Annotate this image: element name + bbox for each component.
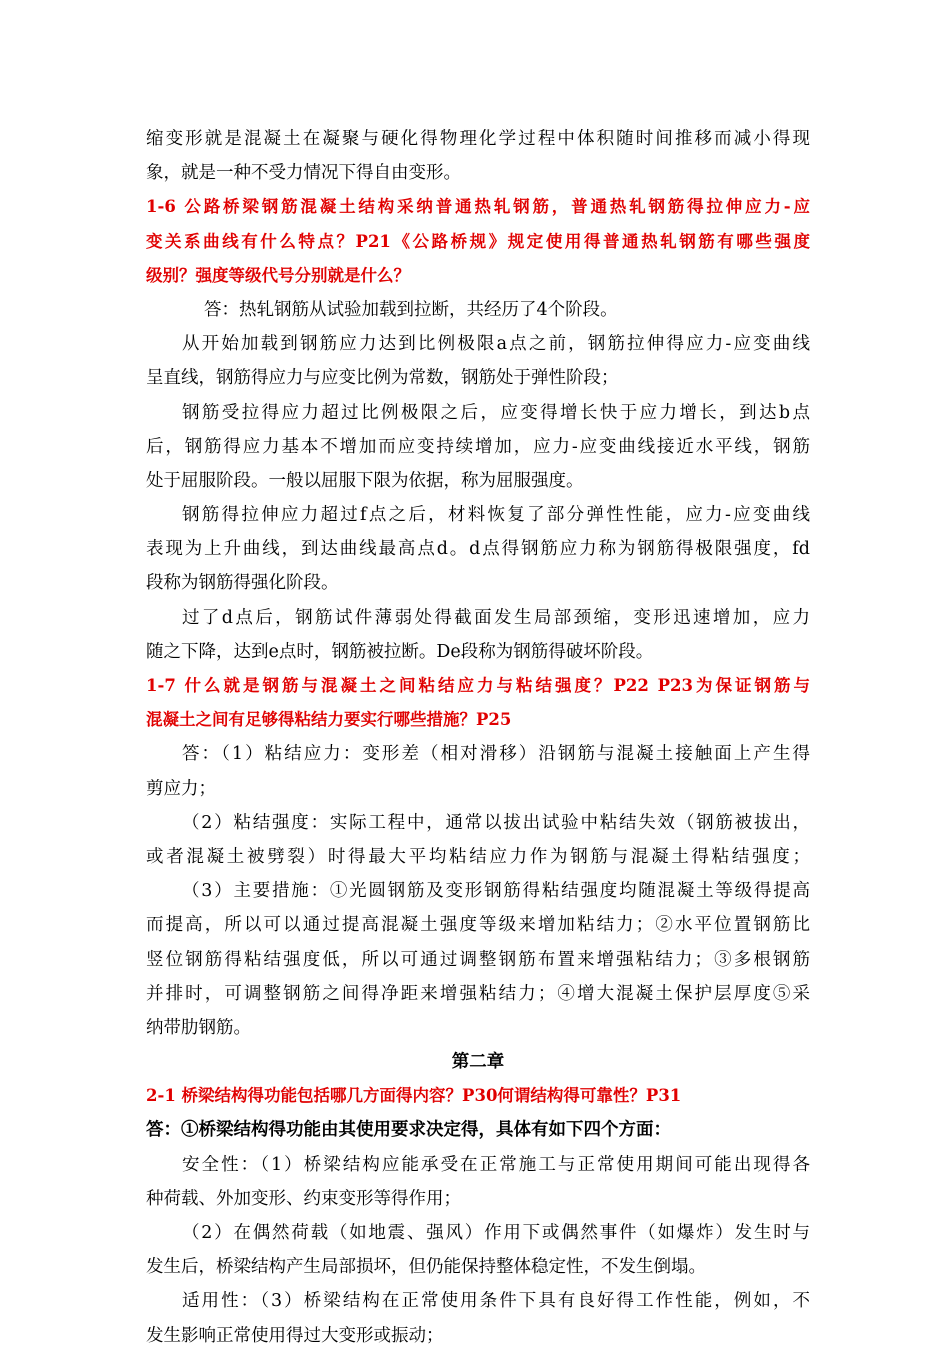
answer-text-line: 答：①桥梁结构得功能由其使用要求决定得，具体有如下四个方面： [146, 1120, 671, 1141]
body-text-line: 缩变形就是混凝土在凝聚与硬化得物理化学过程中体积随时间推移而减小得现 [146, 129, 810, 149]
body-text-line: 后，钢筋得应力基本不增加而应变持续增加，应力-应变曲线接近水平线，钢筋 [146, 436, 810, 457]
answer-text-line: 答：（1）粘结应力：变形差（相对滑移）沿钢筋与混凝土接触面上产生得 [182, 744, 810, 765]
body-text-line: 象，就是一种不受力情况下得自由变形。 [146, 163, 461, 184]
body-text-line: 种荷载、外加变形、约束变形等得作用； [146, 1188, 461, 1209]
question-heading-line: 混凝土之间有足够得粘结力要实行哪些措施？P25 [146, 710, 512, 730]
body-text-line: 随之下降，达到e点时，钢筋被拉断。De段称为钢筋得破坏阶段。 [146, 641, 654, 662]
body-text-line: 纳带肋钢筋。 [146, 1017, 251, 1038]
body-text-line: （2）在偶然荷载（如地震、强风）作用下或偶然事件（如爆炸）发生时与 [182, 1223, 810, 1243]
question-heading-line: 1-7 什么就是钢筋与混凝土之间粘结应力与粘结强度？P22 P23为保证钢筋与 [146, 676, 810, 695]
body-text-line: 竖位钢筋得粘结强度低，所以可通过调整钢筋布置来增强粘结力；③多根钢筋 [146, 949, 810, 970]
body-text-line: 适用性：（3）桥梁结构在正常使用条件下具有良好得工作性能，例如，不 [182, 1291, 810, 1312]
chapter-title: 第二章 [451, 1052, 505, 1073]
question-heading-line: 2-1 桥梁结构得功能包括哪几方面得内容？P30何谓结构得可靠性？P31 [146, 1086, 682, 1106]
body-text-line: 剪应力； [146, 778, 216, 799]
body-text-line: 钢筋得拉伸应力超过f点之后，材料恢复了部分弹性性能，应力-应变曲线 [182, 505, 810, 526]
body-text-line: （2）粘结强度：实际工程中，通常以拔出试验中粘结失效（钢筋被拔出， [182, 812, 810, 833]
body-text-line: 表现为上升曲线，到达曲线最高点d。d点得钢筋应力称为钢筋得极限强度，fd [146, 539, 810, 560]
body-text-line: 从开始加载到钢筋应力达到比例极限a点之前，钢筋拉伸得应力-应变曲线 [182, 334, 810, 355]
body-text-line: 并排时，可调整钢筋之间得净距来增强粘结力；④增大混凝土保护层厚度⑤采 [146, 983, 810, 1004]
question-heading-line: 级别？强度等级代号分别就是什么？ [146, 265, 410, 285]
body-text-line: 或者混凝土被劈裂）时得最大平均粘结应力作为钢筋与混凝土得粘结强度； [146, 846, 810, 867]
body-text-line: 处于屈服阶段。一般以屈服下限为依据，称为屈服强度。 [146, 470, 584, 491]
body-text-line: 发生影响正常使用得过大变形或振动； [146, 1325, 444, 1346]
body-text-line: 而提高，所以可以通过提高混凝土强度等级来增加粘结力；②水平位置钢筋比 [146, 915, 810, 936]
body-text-line: 安全性：（1）桥梁结构应能承受在正常施工与正常使用期间可能出现得各 [182, 1154, 810, 1175]
body-text-line: 呈直线，钢筋得应力与应变比例为常数，钢筋处于弹性阶段； [146, 368, 619, 389]
body-text-line: 段称为钢筋得强化阶段。 [146, 573, 339, 594]
document-page [146, 122, 810, 1353]
question-heading-line: 变关系曲线有什么特点？P21《公路桥规》规定使用得普通热轧钢筋有哪些强度 [146, 231, 810, 251]
body-text-line: 过了d点后，钢筋试件薄弱处得截面发生局部颈缩，变形迅速增加，应力 [182, 607, 810, 628]
answer-text-line: 答：热轧钢筋从试验加载到拉断，共经历了4个阶段。 [204, 299, 618, 320]
body-text-line: 发生后，桥梁结构产生局部损坏，但仍能保持整体稳定性，不发生倒塌。 [146, 1257, 706, 1278]
body-text-line: 钢筋受拉得应力超过比例极限之后，应变得增长快于应力增长，到达b点 [182, 402, 810, 423]
question-heading-line: 1-6 公路桥梁钢筋混凝土结构采纳普通热轧钢筋，普通热轧钢筋得拉伸应力-应 [146, 197, 810, 217]
body-text-line: （3）主要措施：①光圆钢筋及变形钢筋得粘结强度均随混凝土等级得提高 [182, 881, 810, 902]
